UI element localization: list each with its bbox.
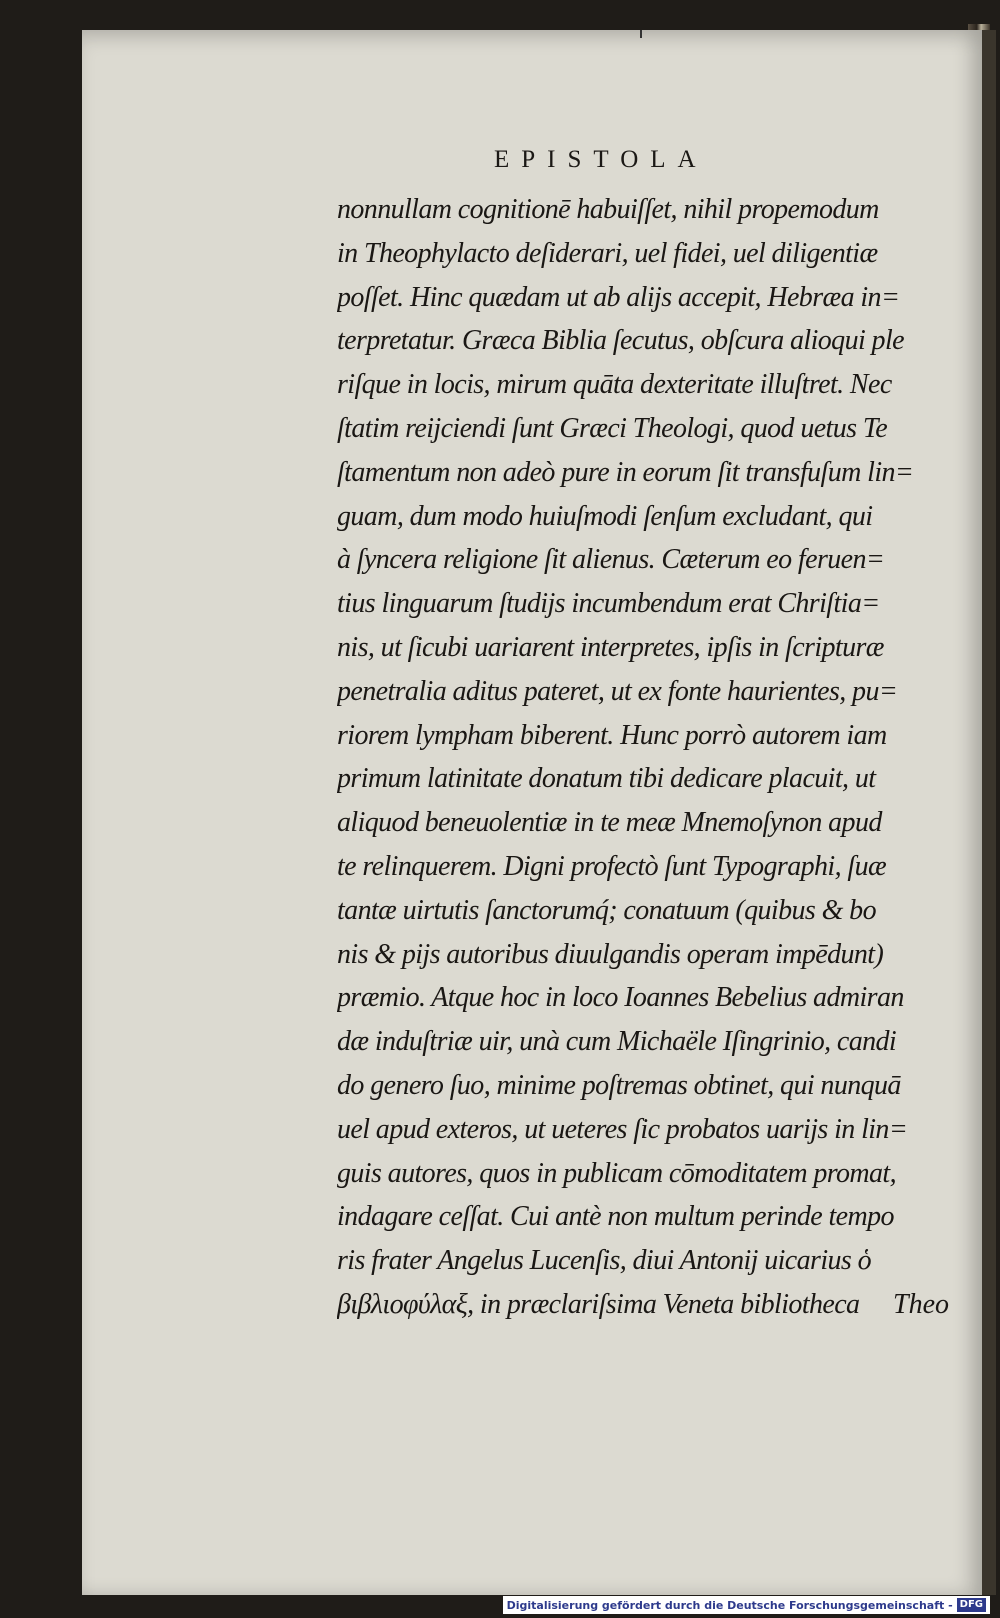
text-line: ſtatim reijciendi ſunt Græci Theologi, quod uetus Te (337, 412, 888, 444)
text-line: tantæ uirtutis ſanctorumq́; conatuum (quibus & bo (337, 894, 876, 926)
text-line: nis & pijs autoribus diuulgandis operam impēdunt) (337, 938, 884, 970)
text-line: guam, dum modo huiuſmodi ſenſum excludant, qui (337, 500, 873, 532)
text-line: te relinquerem. Digni profectò ſunt Typographi, ſuæ (337, 850, 887, 882)
body-text (337, 188, 967, 1327)
text-line: βιβλιοφύλαξ, in præclariſsima Veneta bibliotheca (337, 1288, 860, 1320)
text-line: terpretatur. Græca Biblia ſecutus, obſcura alioqui ple (337, 325, 904, 357)
text-line: indagare ceſſat. Cui antè non multum perinde tempo (337, 1201, 894, 1233)
text-line: dæ induſtriæ uir, unà cum Michaële Iſingrinio, candi (337, 1026, 897, 1058)
text-line: nonnullam cognitionē habuiſſet, nihil propemodum (337, 194, 879, 225)
text-line: tius linguarum ſtudijs incumbendum erat Chriſtia= (337, 588, 880, 620)
text-line: uel apud exteros, ut ueteres ſic probatos uarijs in lin= (337, 1113, 908, 1145)
text-line: riſque in locis, mirum quāta dexteritate illuſtret. Nec (337, 369, 892, 401)
running-head: EPISTOLA (494, 146, 708, 173)
footer-credit: Digitalisierung gefördert durch die Deutsche Forschungsgemeinschaft - (506, 1598, 953, 1612)
text-line: penetralia aditus pateret, ut ex fonte haurientes, pu= (337, 675, 898, 707)
text-line: nis, ut ſicubi uariarent interpretes, ipſis in ſcripturæ (337, 631, 884, 663)
text-line: ris frater Angelus Lucenſis, diui Antonij uicarius ὁ (337, 1245, 872, 1277)
text-line: ſtamentum non adeò pure in eorum ſit transfuſum lin= (337, 456, 914, 488)
catchword: Theo (893, 1289, 949, 1320)
text-line: præmio. Atque hoc in loco Ioannes Bebelius admiran (337, 982, 904, 1014)
text-line: à ſyncera religione ſit alienus. Cæterum eo feruen= (337, 544, 885, 576)
page-top-mark (640, 30, 642, 38)
digitization-footer (503, 1596, 990, 1614)
dfg-logo: DFG (957, 1598, 986, 1612)
text-line: do genero ſuo, minime poſtremas obtinet, qui nunquā (337, 1069, 901, 1101)
text-line: in Theophylacto deſiderari, uel fidei, uel diligentiæ (337, 237, 878, 269)
text-line: riorem lympham biberent. Hunc porrò autorem iam (337, 719, 887, 751)
text-line: aliquod beneuolentiæ in te meæ Mnemoſynon apud (337, 807, 882, 839)
text-line: poſſet. Hinc quædam ut ab alijs accepit, Hebræa in= (337, 281, 900, 313)
text-line: guis autores, quos in publicam cōmoditatem promat, (337, 1157, 897, 1189)
text-line: primum latinitate donatum tibi dedicare placuit, ut (337, 763, 876, 795)
